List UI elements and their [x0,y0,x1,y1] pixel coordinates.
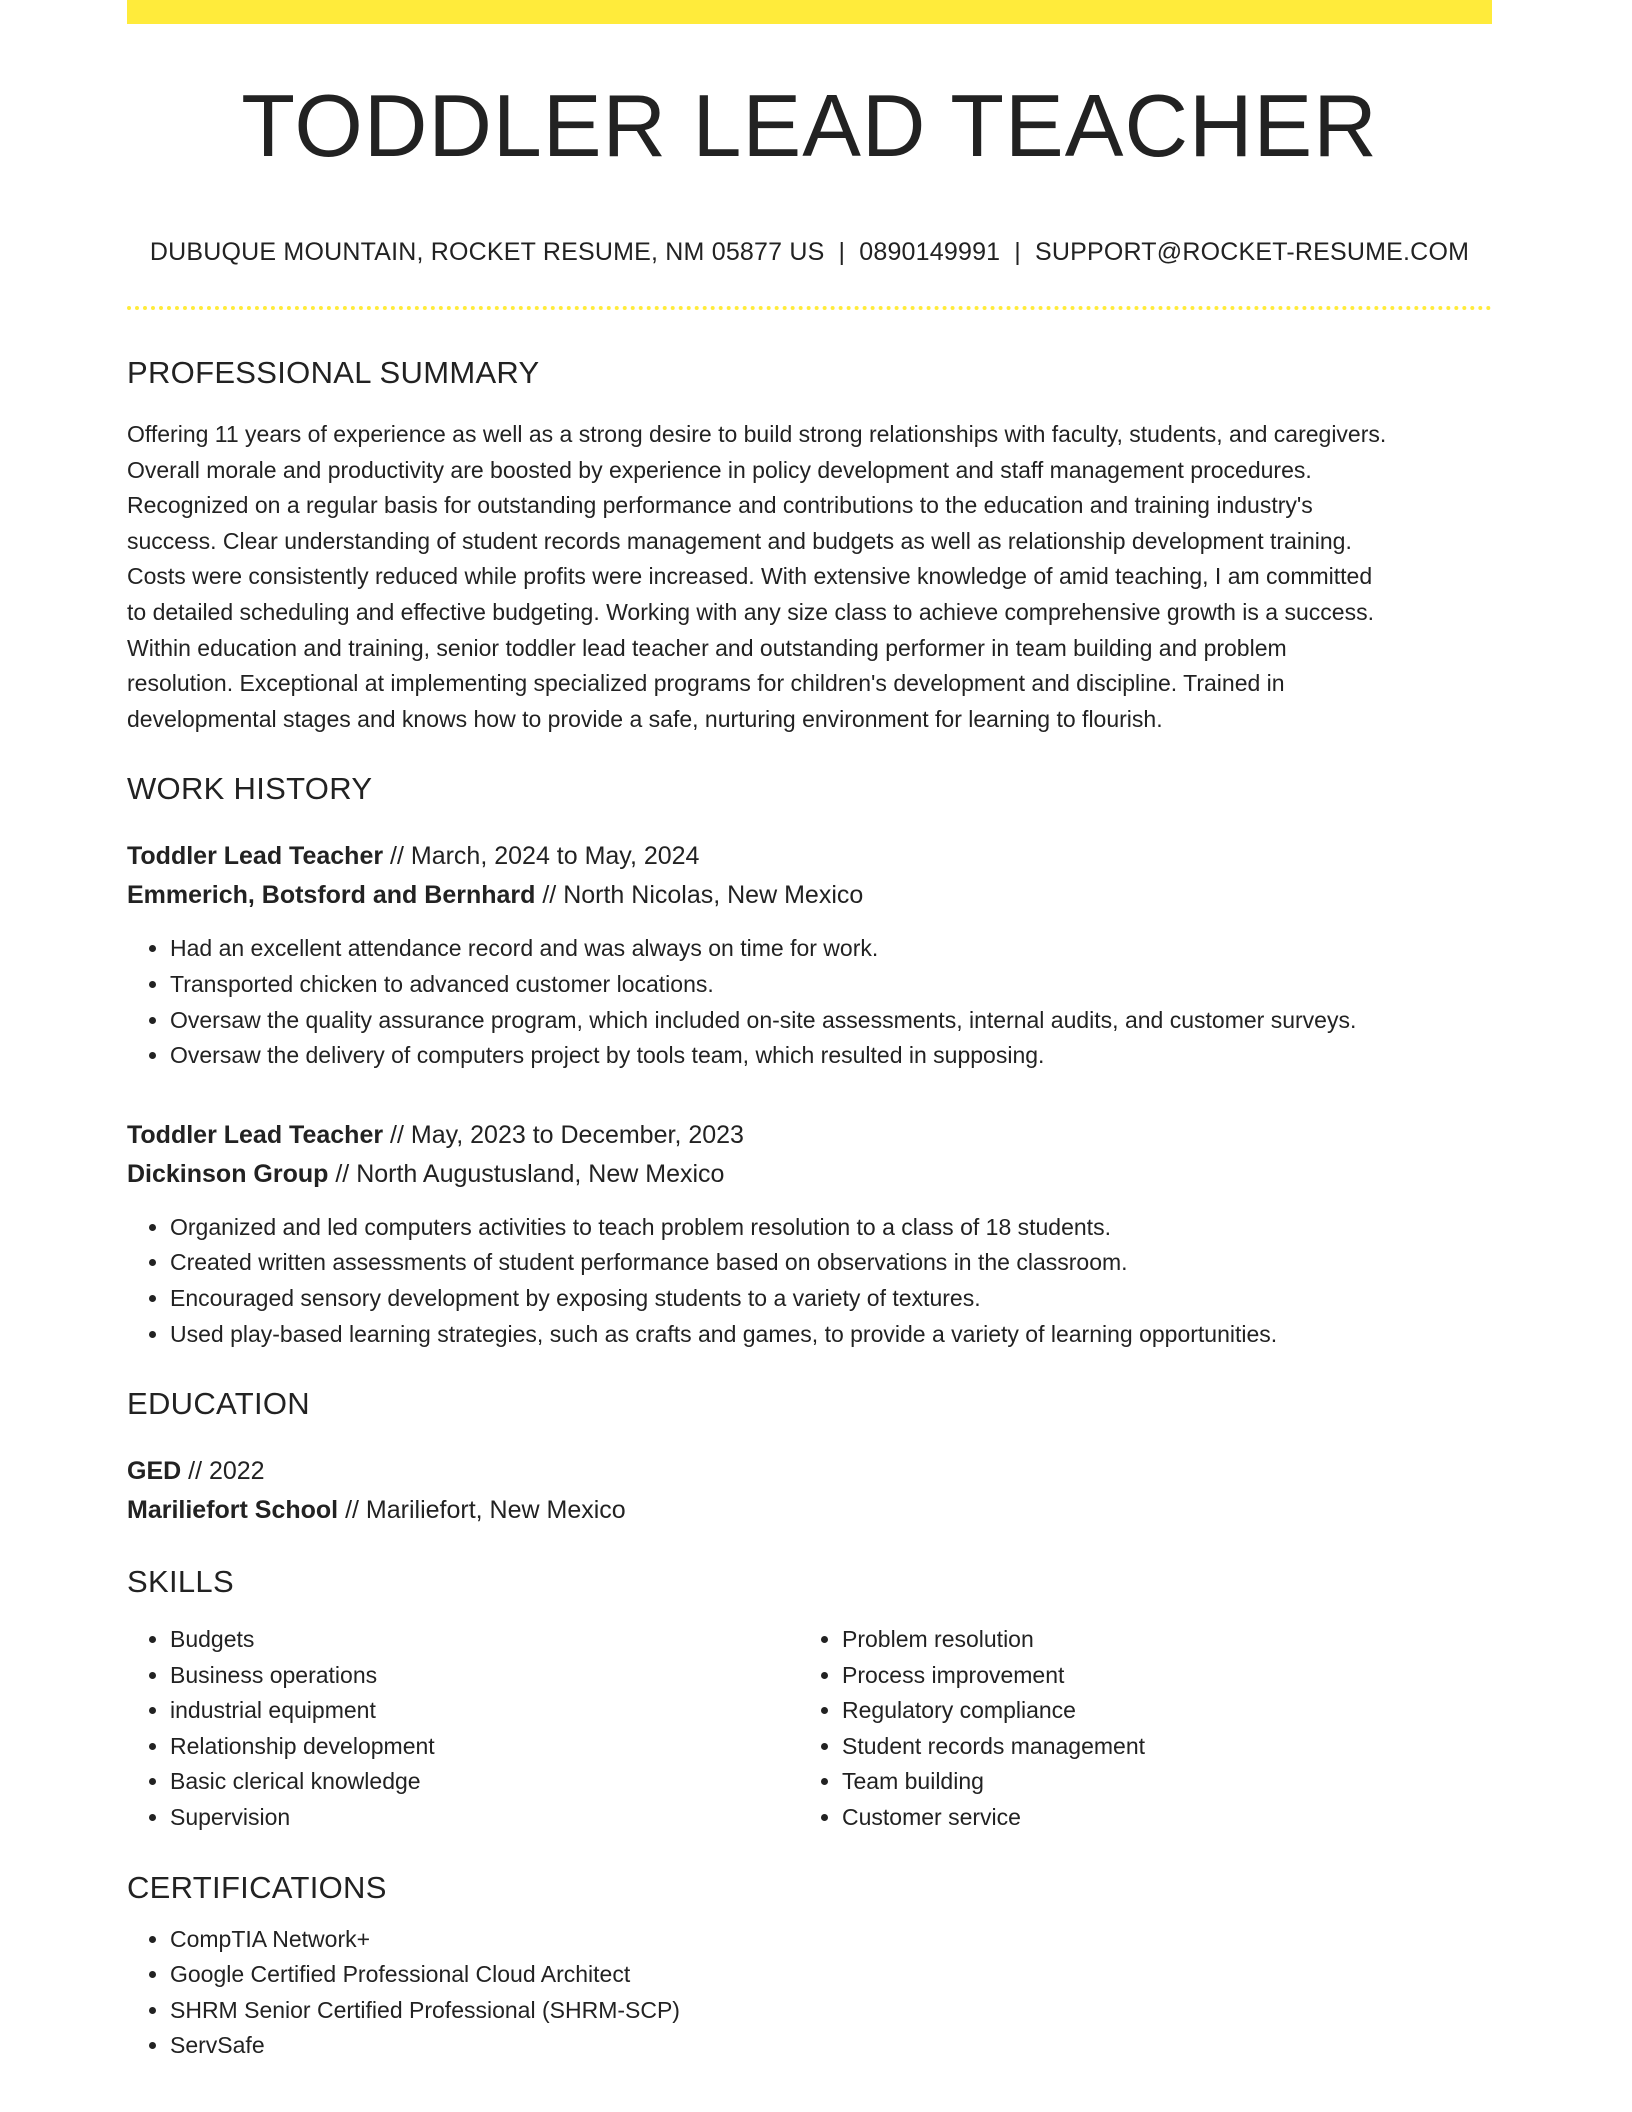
education-entry [127,1452,1492,1530]
job-bullets [127,1210,1492,1352]
skill-item: • Problem resolution [842,1622,1471,1658]
summary-line: developmental stages and knows how to provide a safe, nurturing environment for learning to flourish. [127,705,1163,732]
skill-item: • Customer service [842,1800,1471,1836]
certification-item: • Google Certified Professional Cloud Architect [170,1957,1492,1993]
job-company: Emmerich, Botsford and Bernhard [127,881,536,910]
certifications-heading: CERTIFICATIONS [127,1869,387,1905]
list-item: • Had an excellent attendance record and was always on time for work. [170,931,1492,967]
summary-line: Costs were consistently reduced while profits were increased. With extensive knowledge of amid teaching, I am committed [127,563,1373,590]
certification-item: • CompTIA Network+ [170,1922,1492,1958]
summary-line: Within education and training, senior toddler lead teacher and outstanding performer in team building and problem [127,634,1287,661]
skill-item: • Process improvement [842,1658,1471,1694]
certifications-list [127,1922,1492,2064]
job-dates: // March, 2024 to May, 2024 [383,842,700,871]
skill-item: • Regulatory compliance [842,1693,1471,1729]
contact-email: SUPPORT@ROCKET-RESUME.COM [1034,238,1470,266]
skills-list-right [799,1622,1471,1836]
list-item: • Created written assessments of student performance based on observations in the classroom. [170,1245,1492,1281]
job-company-line [127,876,1492,915]
job-company-line [127,1155,1492,1194]
contact-separator: | [838,238,846,266]
certification-item: • SHRM Senior Certified Professional (SHRM-SCP) [170,1993,1492,2029]
list-item: • Organized and led computers activities to teach problem resolution to a class of 18 students. [170,1210,1492,1246]
job-entry [127,1116,1492,1352]
skills-columns [127,1622,1492,1836]
education-year: // 2022 [181,1457,265,1486]
skills-heading: SKILLS [127,1564,234,1600]
job-bullets [127,931,1492,1073]
skill-item: • Basic clerical knowledge [170,1764,799,1800]
dotted-divider [127,306,1492,310]
job-location: // North Nicolas, New Mexico [535,881,864,910]
summary-line: Offering 11 years of experience as well as a strong desire to build strong relationships with faculty, students, and caregivers. [127,421,1387,447]
skill-item: • industrial equipment [170,1693,799,1729]
contact-separator: | [1014,238,1021,266]
skill-item: • Budgets [170,1622,799,1658]
list-item: • Oversaw the quality assurance program, which included on-site assessments, internal audits, and customer surveys. [170,1003,1492,1039]
summary-heading: PROFESSIONAL SUMMARY [127,355,540,390]
list-item: • Encouraged sensory development by exposing students to a variety of textures. [170,1281,1492,1317]
education-school: Mariliefort School [127,1496,339,1525]
job-company: Dickinson Group [127,1159,329,1188]
list-item: • Oversaw the delivery of computers project by tools team, which resulted in supposing. [170,1038,1492,1074]
job-location: // North Augustusland, New Mexico [328,1159,725,1188]
list-item: • Used play-based learning strategies, such as crafts and games, to provide a variety of learning opportunities. [170,1317,1492,1353]
summary-line: Recognized on a regular basis for outstanding performance and contributions to the education and training industry's [127,492,1313,519]
summary-text [127,417,1492,737]
skill-item: • Relationship development [170,1729,799,1765]
summary-line: to detailed scheduling and effective budgeting. Working with any size class to achieve comprehensive growth is a success. [127,598,1374,625]
skill-item: • Student records management [842,1729,1471,1765]
education-school-line [127,1491,1492,1530]
certification-item: • ServSafe [170,2028,1492,2064]
education-location: // Mariliefort, New Mexico [338,1496,626,1525]
contact-phone: 0890149991 [859,238,1001,266]
top-accent-bar [127,0,1492,24]
skill-item: • Supervision [170,1800,799,1836]
summary-line: Overall morale and productivity are boosted by experience in policy development and staff management procedures. [127,456,1312,483]
summary-line: success. Clear understanding of student records management and budgets as well as relationship development training. [127,527,1352,554]
summary-line: resolution. Exceptional at implementing specialized programs for children's development and discipline. Trained in [127,670,1285,697]
skill-item: • Team building [842,1764,1471,1800]
skills-left-column [127,1622,799,1836]
contact-address: DUBUQUE MOUNTAIN, ROCKET RESUME, NM 05877 US [149,238,825,266]
list-item: • Transported chicken to advanced customer locations. [170,967,1492,1003]
skill-item: • Business operations [170,1658,799,1694]
skills-right-column [799,1622,1471,1836]
job-dates: // May, 2023 to December, 2023 [383,1120,744,1149]
job-title: Toddler Lead Teacher [127,1120,384,1149]
job-entry [127,837,1492,1073]
resume-page [127,0,1492,2064]
job-title-line [127,837,1492,876]
job-title: Toddler Lead Teacher [127,842,384,871]
resume-title: TODDLER LEAD TEACHER [241,76,1378,175]
skills-list-left [127,1622,799,1836]
education-degree: GED [127,1457,182,1486]
work-history-heading: WORK HISTORY [127,771,373,807]
contact-line [127,238,1492,267]
job-title-line [127,1116,1492,1155]
education-degree-line [127,1452,1492,1491]
education-heading: EDUCATION [127,1386,310,1422]
